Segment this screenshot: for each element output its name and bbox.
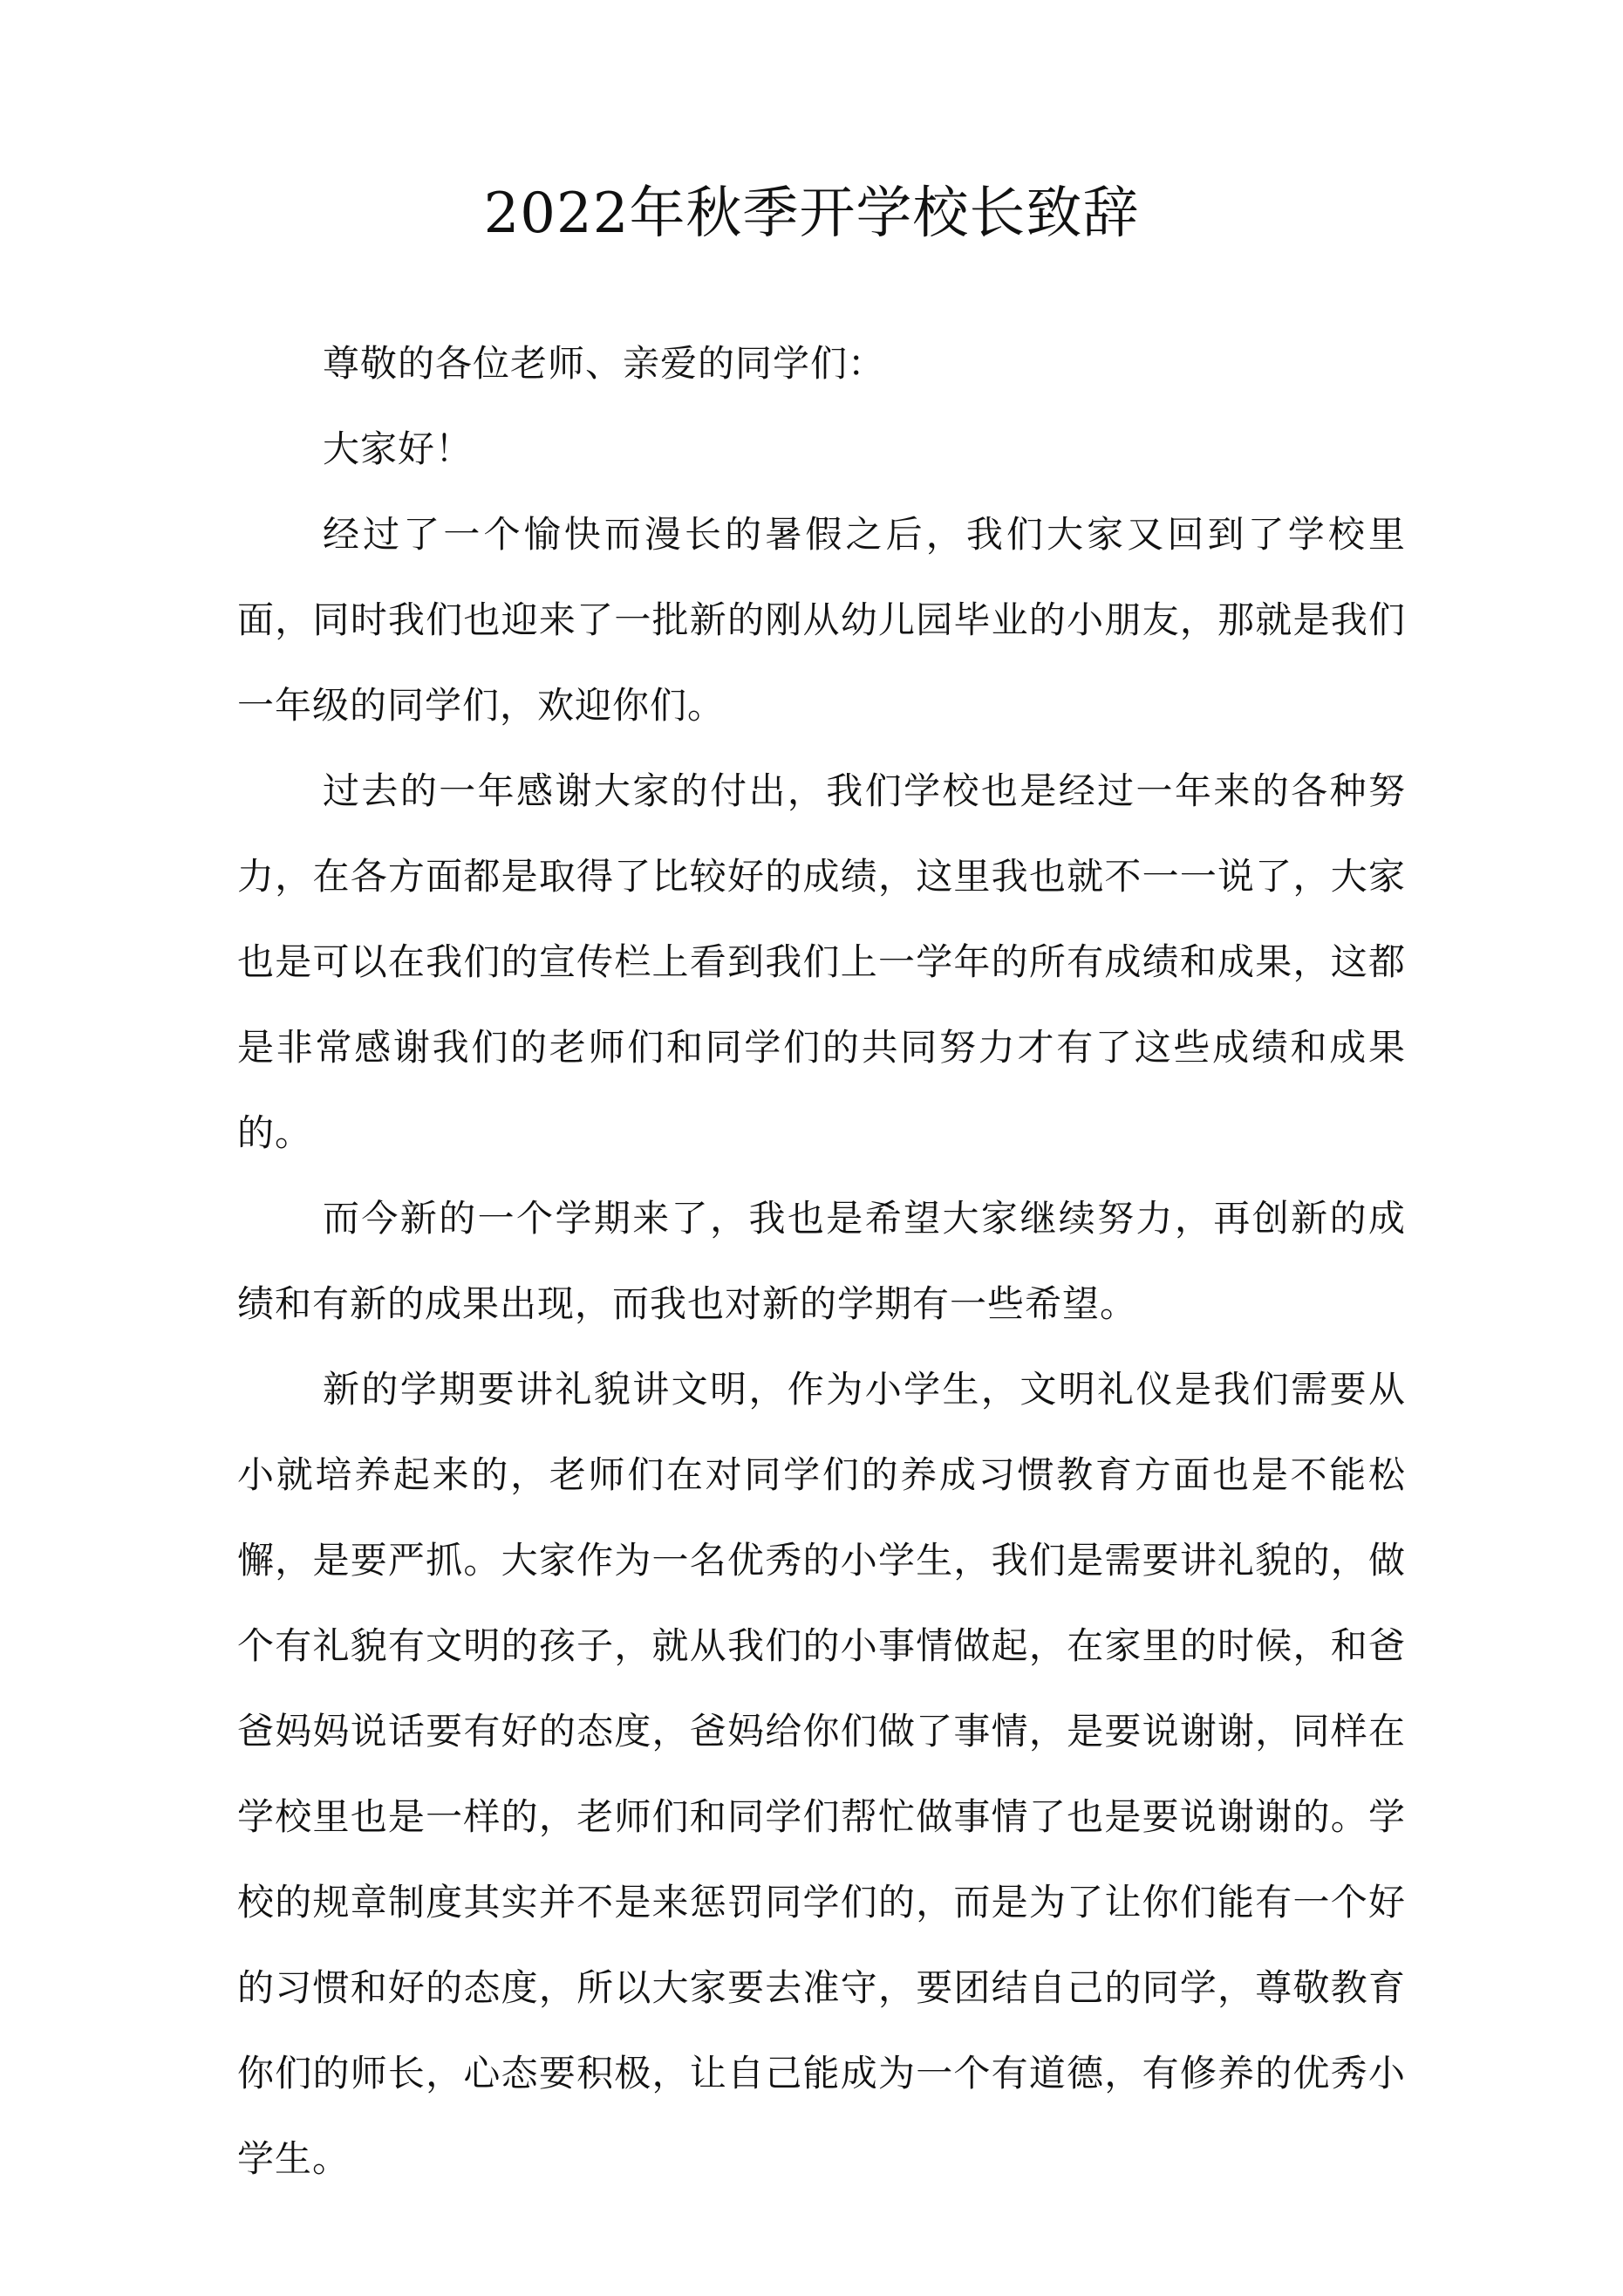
salutation-paragraph: 尊敬的各位老师、亲爱的同学们： bbox=[323, 342, 886, 385]
document-title: 2022年秋季开学校长致辞 bbox=[483, 181, 1140, 246]
body-paragraph: 经过了一个愉快而漫长的暑假之后，我们大家又回到了学校里面，同时我们也迎来了一批新的刚从幼儿园毕业的小朋友，那就是我们一年级的同学们，欢迎你们。 bbox=[237, 513, 1406, 727]
document-body bbox=[237, 321, 1406, 2202]
body-paragraph: 而今新的一个学期来了，我也是希望大家继续努力，再创新的成绩和有新的成果出现，而我也对新的学期有一些希望。 bbox=[237, 1197, 1406, 1325]
body-paragraph: 过去的一年感谢大家的付出，我们学校也是经过一年来的各种努力，在各方面都是取得了比较好的成绩，这里我也就不一一说了，大家也是可以在我们的宣传栏上看到我们上一学年的所有成绩和成果，这都是非常感谢我们的老师们和同学们的共同努力才有了这些成绩和成果的。 bbox=[237, 769, 1406, 1154]
greeting-paragraph: 大家好！ bbox=[323, 427, 474, 470]
body-paragraph: 新的学期要讲礼貌讲文明，作为小学生，文明礼仪是我们需要从小就培养起来的，老师们在对同学们的养成习惯教育方面也是不能松懈，是要严抓。大家作为一名优秀的小学生，我们是需要讲礼貌的，做个有礼貌有文明的孩子，就从我们的小事情做起，在家里的时候，和爸爸妈妈说话要有好的态度，爸妈给你们做了事情，是要说谢谢，同样在学校里也是一样的，老师们和同学们帮忙做事情了也是要说谢谢的。学校的规章制度其实并不是来惩罚同学们的，而是为了让你们能有一个好的习惯和好的态度，所以大家要去准守，要团结自己的同学，尊敬教育你们的师长，心态要积极，让自己能成为一个有道德，有修养的优秀小学生。 bbox=[237, 1368, 1406, 2180]
